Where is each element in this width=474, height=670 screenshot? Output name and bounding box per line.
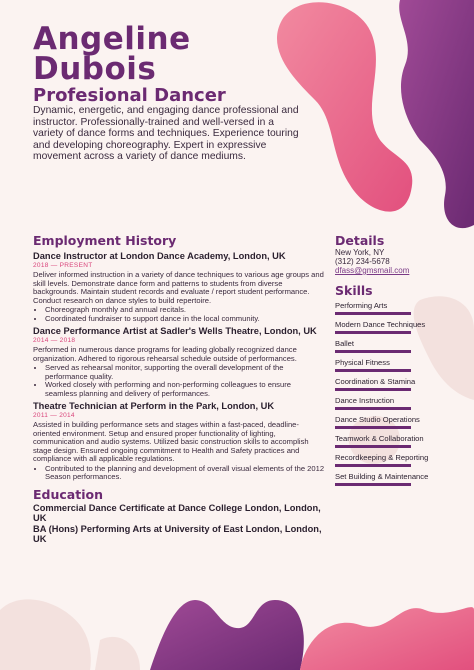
job-entry	[33, 326, 325, 398]
job-bullet: • Served as rehearsal monitor, supporting the overall development of the performance quality.	[45, 364, 325, 381]
skill-item	[335, 301, 440, 316]
skill-item	[335, 415, 440, 430]
job-description: Performed in numerous dance programs for leading globally recognized dance organization. Adhered to rigorous rehearsal schedule outside of performances.	[33, 345, 297, 363]
skill-item	[335, 320, 440, 335]
details-email-link[interactable]: dfass@gmsmail.com	[335, 266, 410, 275]
skill-item	[335, 472, 440, 487]
job-title: Dance Performance Artist at Sadler's Wells Theatre, London, UK	[33, 326, 317, 337]
job-entry	[33, 251, 325, 323]
skill-bar	[335, 388, 411, 391]
last-name: Dubois	[33, 51, 157, 87]
job-bullet: • Coordinated fundraiser to support dance in the local community.	[45, 315, 325, 323]
skill-label: Teamwork & Collaboration	[335, 434, 424, 443]
job-bullets	[33, 364, 325, 398]
skill-bar	[335, 369, 411, 372]
job-bullet: • Choreograph monthly and annual recitals.	[45, 306, 325, 314]
job-description: Assisted in building performance sets and stages within a fast-paced, deadline-oriented environment. Setup and ensured proper functionality of lighting, communication and audio systems. Utilized basic construction skills to accomplish stage design. Ensured ongoing commitment to Health and Safety practices and compliance with all applicable regulations.	[33, 420, 309, 464]
job-bullet: • Worked closely with performing and non-performing colleagues to ensure seamless planning and delivery of performances.	[45, 381, 325, 398]
first-name: Angeline	[33, 21, 191, 57]
education-section	[33, 487, 325, 544]
job-description: Deliver informed instruction in a variety of dance techniques to various age groups and skill levels. Demonstrate dance form and patterns to students from diverse backgrounds. Maintain student records and evaluate / report student performance. Conduct research on dance styles to build repertoire.	[33, 270, 324, 305]
details-heading: Details	[335, 233, 385, 248]
skill-bar	[335, 312, 411, 315]
blob-top-purple	[399, 0, 474, 228]
skill-item	[335, 453, 440, 468]
skill-label: Physical Fitness	[335, 358, 390, 367]
skill-label: Coordination & Stamina	[335, 377, 416, 386]
employment-heading: Employment History	[33, 233, 177, 248]
blob-bottom-faint	[0, 599, 91, 670]
employment-section	[33, 233, 325, 485]
skill-label: Modern Dance Techniques	[335, 320, 426, 329]
skill-bar	[335, 464, 411, 467]
education-item: BA (Hons) Performing Arts at University of East London, London, UK	[33, 524, 322, 544]
education-heading: Education	[33, 487, 103, 502]
job-title-heading: Profesional Dancer	[33, 85, 226, 106]
skill-bar	[335, 445, 411, 448]
skill-label: Dance Studio Operations	[335, 415, 420, 424]
education-item: Commercial Dance Certificate at Dance College London, London, UK	[33, 503, 321, 523]
job-dates: 2011 — 2014	[33, 412, 75, 419]
sidebar	[335, 233, 440, 491]
summary-text: Dynamic, energetic, and engaging dance professional and instructor. Professionally-trained and well-versed in a variety of dance forms and techniques. Experience touring and developing choreography. Expert in expressive movement across a variety of dance mediums.	[33, 105, 299, 163]
skills-section	[335, 283, 440, 487]
job-bullets	[33, 465, 325, 482]
skill-label: Recordkeeping & Reporting	[335, 453, 429, 462]
skill-bar	[335, 483, 411, 486]
blob-bottom-faint-2	[95, 637, 140, 670]
skill-item	[335, 434, 440, 449]
skill-label: Dance Instruction	[335, 396, 395, 405]
job-title: Dance Instructor at London Dance Academy, London, UK	[33, 251, 286, 261]
skill-item	[335, 358, 440, 373]
blob-bottom-pink	[300, 607, 474, 670]
details-phone: (312) 234-5678	[335, 257, 390, 266]
job-title: Theatre Technician at Perform in the Park, London, UK	[33, 401, 275, 411]
skill-label: Set Building & Maintenance	[335, 472, 429, 481]
job-dates: 2018 — PRESENT	[33, 262, 93, 269]
skill-bar	[335, 331, 411, 334]
skills-heading: Skills	[335, 283, 373, 298]
job-bullet: • Contributed to the planning and development of overall visual elements of the 2012 Season performances.	[45, 465, 325, 482]
skill-label: Performing Arts	[335, 301, 388, 310]
job-entry	[33, 401, 325, 482]
skill-label: Ballet	[335, 339, 354, 348]
details-city: New York, NY	[335, 248, 385, 257]
blob-bottom-purple	[150, 600, 304, 670]
candidate-name	[33, 21, 191, 87]
skill-bar	[335, 407, 411, 410]
skill-bar	[335, 350, 411, 353]
skill-item	[335, 396, 440, 411]
skill-bar	[335, 426, 411, 429]
skill-item	[335, 339, 440, 354]
job-dates: 2014 — 2018	[33, 337, 76, 345]
skill-item	[335, 377, 440, 392]
job-bullets	[33, 306, 325, 323]
